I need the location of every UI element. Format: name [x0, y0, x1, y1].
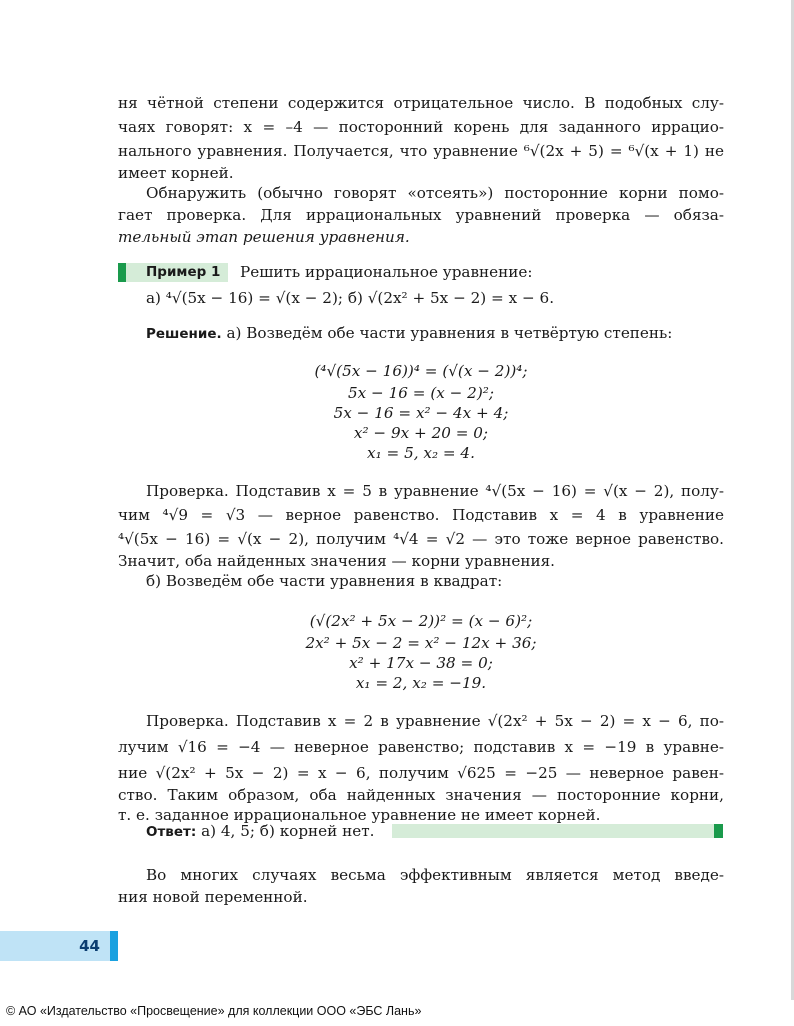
example-marker — [118, 263, 126, 282]
eq-a-5: x₁ = 5, x₂ = 4. — [367, 444, 475, 462]
check-a-line-3: ⁴√(5x − 16) = √(x − 2), получим ⁴√4 = √2 — это тоже верное равенство. — [118, 530, 724, 548]
para1-line-2: чаях говорят: x = –4 — посторонний корень для заданного иррацио- — [118, 118, 724, 136]
check-b-line-3: ние √(2x² + 5x − 2) = x − 6, получим √625 = −25 — неверное равен- — [118, 764, 724, 782]
eq-a-1: (⁴√(5x − 16))⁴ = (√(x − 2))⁴; — [314, 362, 528, 380]
check-b-line-2: лучим √16 = −4 — неверное равенство; подставив x = −19 в уравне- — [118, 738, 724, 756]
answer-bar — [392, 824, 714, 838]
check-b-line-1: Проверка. Подставив x = 2 в уравнение √(2x² + 5x − 2) = x − 6, по- — [146, 712, 724, 730]
eq-b-3: x² + 17x − 38 = 0; — [349, 654, 493, 672]
page-number-marker — [110, 931, 118, 961]
check-a-line-4: Значит, оба найденных значения — корни уравнения. — [118, 552, 556, 570]
eq-a-2: 5x − 16 = (x − 2)²; — [348, 384, 494, 402]
check-a-line-2: чим ⁴√9 = √3 — верное равенство. Подставив x = 4 в уравнение — [118, 506, 724, 524]
solution-line — [146, 324, 724, 342]
eq-b-2: 2x² + 5x − 2 = x² − 12x + 36; — [305, 634, 537, 652]
eq-a-4: x² − 9x + 20 = 0; — [353, 424, 489, 442]
solution-intro: а) Возведём обе части уравнения в четвёртую степень: — [226, 324, 673, 342]
solution-label: Решение. — [146, 326, 222, 342]
answer-line — [146, 822, 386, 840]
eq-b-4: x₁ = 2, x₂ = −19. — [355, 674, 487, 692]
para2-line-1: Обнаружить (обычно говорят «отсеять») посторонние корни помо- — [146, 184, 724, 202]
part-b-intro: б) Возведём обе части уравнения в квадрат: — [146, 572, 503, 590]
para2-line-2: гает проверка. Для иррациональных уравнений проверка — обяза- — [118, 206, 724, 224]
example-parts: а) ⁴√(5x − 16) = √(x − 2); б) √(2x² + 5x − 2) = x − 6. — [146, 289, 555, 307]
example-label: Пример 1 — [146, 264, 221, 280]
end-line-1: Во многих случаях весьма эффективным является метод введе- — [146, 866, 724, 884]
eq-a-3: 5x − 16 = x² − 4x + 4; — [333, 404, 509, 422]
check-b-line-5: т. е. заданное иррациональное уравнение не имеет корней. — [118, 806, 601, 824]
check-a-line-1: Проверка. Подставив x = 5 в уравнение ⁴√(5x − 16) = √(x − 2), полу- — [146, 482, 724, 500]
copyright-notice: © АО «Издательство «Просвещение» для коллекции ООО «ЭБС Лань» — [6, 1004, 422, 1018]
para1-line-3: нального уравнения. Получается, что уравнение ⁶√(2x + 5) = ⁶√(x + 1) не — [118, 142, 724, 160]
para1-line-1: ня чётной степени содержится отрицательное число. В подобных слу- — [118, 94, 724, 112]
end-line-2: ния новой переменной. — [118, 888, 308, 906]
answer-marker — [714, 824, 723, 838]
example-task: Решить иррациональное уравнение: — [240, 263, 533, 281]
para1-line-4: имеет корней. — [118, 164, 234, 182]
page-number: 44 — [79, 937, 100, 955]
answer-label: Ответ: — [146, 824, 197, 840]
check-b-line-4: ство. Таким образом, оба найденных значения — посторонние корни, — [118, 786, 724, 804]
para2-line-3: тельный этап решения уравнения. — [118, 228, 410, 246]
eq-b-1: (√(2x² + 5x − 2))² = (x − 6)²; — [309, 612, 533, 630]
answer-text: а) 4, 5; б) корней нет. — [201, 822, 375, 840]
